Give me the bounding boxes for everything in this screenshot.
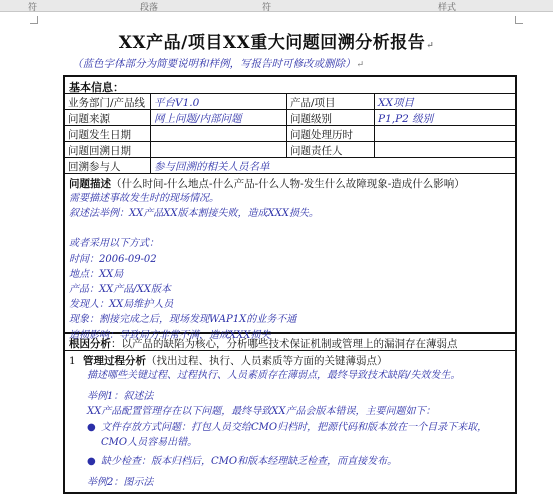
- example-heading[interactable]: 举例2：图示法: [87, 477, 154, 489]
- problem-heading: 问题描述（什么时间-什么地点-什么产品-什么人物-发生什么故障现象-造成什么影响）: [69, 178, 465, 190]
- bullet-icon: ●: [87, 421, 96, 433]
- field-value[interactable]: [375, 142, 515, 158]
- management-line[interactable]: 描述哪些关键过程、过程执行、人员素质存在薄弱点，最终导致技术缺陷/失效发生。: [87, 370, 461, 381]
- crop-mark-top-right: [515, 16, 523, 24]
- report-title: XX产品/项目XX重大问题回溯分析报告↵: [118, 33, 435, 53]
- problem-line[interactable]: 产品：XX产品/XX版本: [69, 284, 171, 296]
- field-label: 问题发生日期: [65, 126, 151, 142]
- field-value[interactable]: [151, 126, 287, 142]
- problem-line[interactable]: 时间：2006-09-02: [69, 253, 157, 265]
- crop-mark-top-left: [30, 16, 38, 24]
- problem-line[interactable]: 现象：割接完成之后，现场发现WAP1X的业务不通: [69, 314, 297, 326]
- field-value[interactable]: [151, 142, 287, 158]
- problem-line[interactable]: 追损影响：导致局方非常不满，造成XXX损失: [69, 329, 271, 341]
- field-label: 问题回溯日期: [65, 142, 151, 158]
- field-label: 回溯参与人: [65, 158, 151, 174]
- field-value[interactable]: XX项目: [375, 94, 515, 110]
- instruction-note: （蓝色字体部分为简要说明和样例，写报告时可修改或删除）↵: [72, 58, 365, 70]
- field-label: 业务部门/产品线: [65, 94, 151, 110]
- ruler-label-mid: 符: [262, 3, 272, 13]
- bullet-icon: ●: [87, 456, 96, 468]
- ruler-label-left: 符: [28, 3, 38, 13]
- problem-line[interactable]: 发现人：XX局维护人员: [69, 299, 174, 311]
- problem-description-section: [65, 174, 515, 341]
- example-text[interactable]: XX产品配置管理存在以下问题，最终导致XX产品会版本错误，主要问题如下：: [87, 406, 436, 418]
- paragraph-mark-icon: ↵: [356, 60, 365, 70]
- report-table: [63, 75, 517, 494]
- example-heading[interactable]: 举例1：叙述法: [87, 391, 154, 403]
- list-item[interactable]: ● 文件存放方式问题：打包人员交给CMO归档时，把源代码和版本放在一个目录下来取，CMO人员容易出错。: [69, 420, 511, 450]
- field-label: 问题来源: [65, 110, 151, 126]
- problem-line[interactable]: 地点：XX局: [69, 268, 124, 280]
- field-label: 产品/项目: [287, 94, 375, 110]
- field-label: 问题责任人: [287, 142, 375, 158]
- management-analysis-section: [65, 351, 515, 492]
- management-heading: 1 管理过程分析（找出过程、执行、人员素质等方面的关键薄弱点）: [69, 355, 388, 367]
- ruler: [0, 0, 553, 12]
- field-value[interactable]: 网上问题/内部问题: [151, 110, 287, 126]
- paragraph-mark-icon: ↵: [426, 41, 435, 51]
- field-value[interactable]: P1,P2 级别: [375, 110, 515, 126]
- list-item[interactable]: ● 缺少检查：版本归档后，CMO和版本经理缺乏检查，而直接发布。: [69, 454, 511, 469]
- problem-line[interactable]: 或者采用以下方式：: [69, 238, 159, 250]
- root-cause-heading: 根因分析：以产品的缺陷为核心，分析哪些技术保证机制或管理上的漏洞存在薄弱点: [65, 334, 515, 351]
- ruler-label-style: 样式: [438, 3, 457, 13]
- basic-info-heading: 基本信息：: [65, 77, 515, 94]
- field-value[interactable]: [375, 126, 515, 142]
- field-value[interactable]: 平台V1.0: [151, 94, 287, 110]
- field-label: 问题处理历时: [287, 126, 375, 142]
- problem-line[interactable]: 叙述法举例：XX产品XX版本割接失败，造成XXX损失。: [69, 208, 319, 220]
- problem-line[interactable]: [69, 221, 511, 236]
- participants-value[interactable]: 参与回溯的相关人员名单: [151, 158, 515, 174]
- problem-line[interactable]: 需要描述事故发生时的现场情况。: [69, 193, 219, 204]
- ruler-label-paragraph: 段落: [140, 3, 159, 13]
- field-label: 问题级别: [287, 110, 375, 126]
- basic-info-grid: [65, 94, 515, 174]
